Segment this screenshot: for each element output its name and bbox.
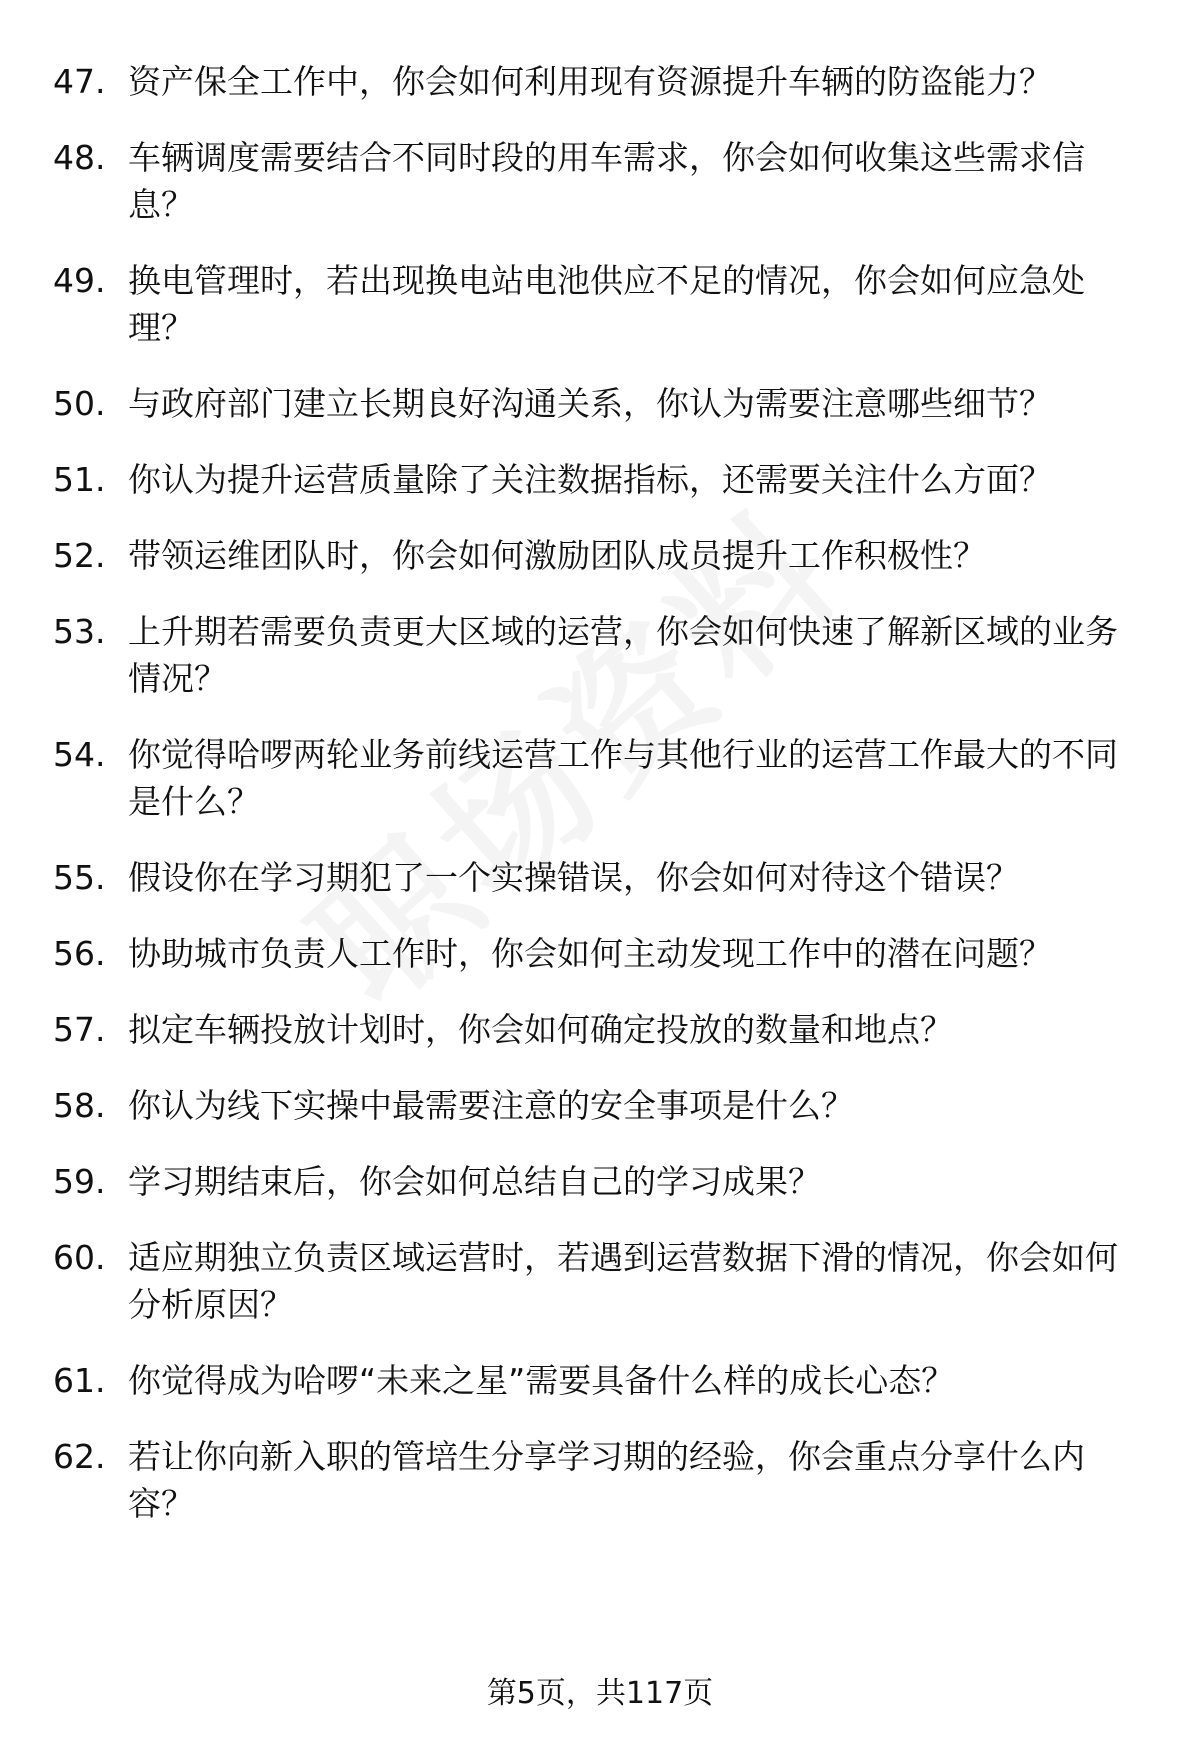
question-item	[0, 257, 1200, 351]
question-text: 与政府部门建立长期良好沟通关系，你认为需要注意哪些细节？	[128, 384, 1052, 423]
question-text: 带领运维团队时，你会如何激励团队成员提升工作积极性？	[128, 536, 986, 575]
question-number: 53.	[53, 612, 106, 651]
question-item	[0, 854, 1200, 901]
question-text: 拟定车辆投放计划时，你会如何确定投放的数量和地点？	[128, 1010, 953, 1049]
question-item	[0, 456, 1200, 503]
question-text: 协助城市负责人工作时，你会如何主动发现工作中的潜在问题？	[128, 934, 1052, 973]
question-item	[0, 532, 1200, 579]
question-item	[0, 1234, 1200, 1328]
question-number: 55.	[53, 858, 106, 897]
question-item	[0, 58, 1200, 105]
question-item	[0, 608, 1200, 702]
question-text: 适应期独立负责区域运营时，若遇到运营数据下滑的情况，你会如何分析原因？	[128, 1238, 1118, 1324]
question-number: 47.	[53, 62, 106, 101]
question-number: 50.	[53, 384, 106, 423]
question-item	[0, 1433, 1200, 1527]
question-number: 58.	[53, 1086, 106, 1125]
question-number: 61.	[53, 1361, 106, 1400]
question-number: 56.	[53, 934, 106, 973]
question-item	[0, 380, 1200, 427]
question-number: 52.	[53, 536, 106, 575]
question-text: 你认为线下实操中最需要注意的安全事项是什么？	[128, 1086, 854, 1125]
question-text: 若让你向新入职的管培生分享学习期的经验，你会重点分享什么内容？	[128, 1437, 1085, 1523]
question-number: 60.	[53, 1238, 106, 1277]
question-item	[0, 134, 1200, 228]
question-text: 学习期结束后，你会如何总结自己的学习成果？	[128, 1162, 821, 1201]
question-text: 假设你在学习期犯了一个实操错误，你会如何对待这个错误？	[128, 858, 1019, 897]
question-number: 51.	[53, 460, 106, 499]
question-item	[0, 731, 1200, 825]
question-number: 54.	[53, 735, 106, 774]
question-item	[0, 1357, 1200, 1404]
question-number: 49.	[53, 261, 106, 300]
question-text: 上升期若需要负责更大区域的运营，你会如何快速了解新区域的业务情况？	[128, 612, 1118, 698]
question-text: 你认为提升运营质量除了关注数据指标，还需要关注什么方面？	[128, 460, 1052, 499]
question-text: 你觉得成为哈啰“未来之星”需要具备什么样的成长心态？	[128, 1361, 955, 1400]
question-item	[0, 1082, 1200, 1129]
question-item	[0, 930, 1200, 977]
question-text: 换电管理时，若出现换电站电池供应不足的情况，你会如何应急处理？	[128, 261, 1085, 347]
question-list	[0, 58, 1200, 1527]
question-text: 资产保全工作中，你会如何利用现有资源提升车辆的防盗能力？	[128, 62, 1052, 101]
question-number: 59.	[53, 1162, 106, 1201]
question-number: 57.	[53, 1010, 106, 1049]
page-number: 第5页，共117页	[486, 1676, 714, 1711]
question-text: 车辆调度需要结合不同时段的用车需求，你会如何收集这些需求信息？	[128, 138, 1085, 224]
question-item	[0, 1006, 1200, 1053]
question-number: 48.	[53, 138, 106, 177]
question-text: 你觉得哈啰两轮业务前线运营工作与其他行业的运营工作最大的不同是什么？	[128, 735, 1118, 821]
question-number: 62.	[53, 1437, 106, 1476]
question-item	[0, 1158, 1200, 1205]
